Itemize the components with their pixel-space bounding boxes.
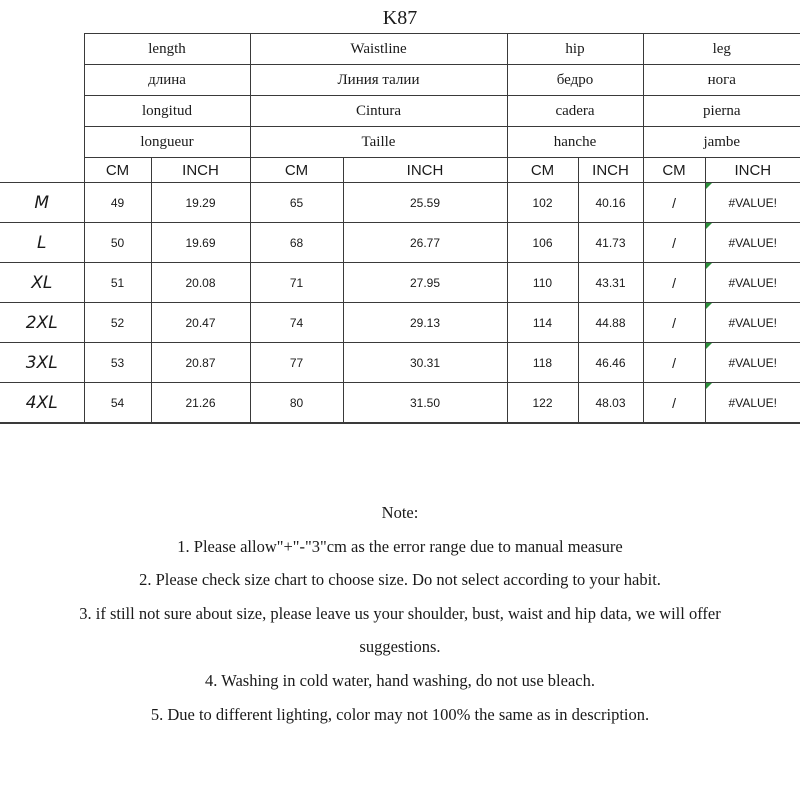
header-leg: pierna — [643, 96, 800, 127]
header-row-fr — [0, 127, 800, 158]
unit-hip-inch: INCH — [578, 158, 643, 183]
waist-cm-cell: 80 — [250, 383, 343, 423]
length-inch-cell: 19.69 — [151, 223, 250, 263]
hip-inch-cell: 44.88 — [578, 303, 643, 343]
header-length: longitud — [84, 96, 250, 127]
unit-leg-inch: INCH — [705, 158, 800, 183]
header-length: longueur — [84, 127, 250, 158]
leg-cm-cell: / — [643, 303, 705, 343]
leg-inch-value: #VALUE! — [728, 395, 777, 410]
header-waist: Waistline — [250, 34, 507, 65]
header-row-ru — [0, 65, 800, 96]
table-row — [0, 263, 800, 303]
length-inch-cell: 20.47 — [151, 303, 250, 343]
leg-inch-value: #VALUE! — [728, 195, 777, 210]
notes-section — [0, 496, 800, 731]
length-inch-cell: 20.08 — [151, 263, 250, 303]
leg-inch-cell — [705, 183, 800, 223]
unit-hip-cm: CM — [507, 158, 578, 183]
size-label: L — [0, 223, 84, 263]
hip-inch-cell: 41.73 — [578, 223, 643, 263]
unit-waist-inch: INCH — [343, 158, 507, 183]
leg-cm-cell: / — [643, 223, 705, 263]
note-line: 4. Washing in cold water, hand washing, do not use bleach. — [205, 670, 595, 690]
waist-cm-cell: 68 — [250, 223, 343, 263]
leg-inch-value: #VALUE! — [728, 235, 777, 250]
table-row — [0, 183, 800, 223]
header-length: длина — [84, 65, 250, 96]
waist-inch-cell: 30.31 — [343, 343, 507, 383]
header-length: length — [84, 34, 250, 65]
header-row-en — [0, 34, 800, 65]
unit-length-inch: INCH — [151, 158, 250, 183]
size-header-blank — [0, 34, 84, 183]
leg-inch-cell — [705, 343, 800, 383]
size-label: XL — [0, 263, 84, 303]
size-label: 2XL — [0, 303, 84, 343]
note-line: suggestions. — [359, 637, 441, 657]
size-table — [0, 33, 800, 423]
unit-leg-cm: CM — [643, 158, 705, 183]
waist-inch-cell: 27.95 — [343, 263, 507, 303]
waist-cm-cell: 65 — [250, 183, 343, 223]
unit-length-cm: CM — [84, 158, 151, 183]
note-line: 5. Due to different lighting, color may not 100% the same as in description. — [150, 704, 650, 724]
table-row — [0, 343, 800, 383]
note-line: 1. Please allow"+"-"3"cm as the error range due to manual measure — [177, 536, 623, 556]
length-inch-cell: 20.87 — [151, 343, 250, 383]
table-row — [0, 223, 800, 263]
waist-cm-cell: 77 — [250, 343, 343, 383]
error-indicator-icon — [706, 383, 712, 389]
length-inch-cell: 19.29 — [151, 183, 250, 223]
page-title: K87 — [382, 7, 418, 29]
length-cm-cell: 51 — [84, 263, 151, 303]
waist-inch-cell: 26.77 — [343, 223, 507, 263]
leg-cm-cell: / — [643, 343, 705, 383]
leg-inch-value: #VALUE! — [728, 315, 777, 330]
leg-inch-cell — [705, 303, 800, 343]
header-row-es — [0, 96, 800, 127]
header-hip: hip — [507, 34, 643, 65]
note-line: 3. if still not sure about size, please leave us your shoulder, bust, waist and hip data, we will offer — [79, 603, 721, 623]
table-bottom-rule — [0, 423, 800, 424]
table-row — [0, 383, 800, 423]
waist-inch-cell: 29.13 — [343, 303, 507, 343]
hip-cm-cell: 110 — [507, 263, 578, 303]
length-cm-cell: 53 — [84, 343, 151, 383]
leg-cm-cell: / — [643, 183, 705, 223]
header-leg: leg — [643, 34, 800, 65]
hip-cm-cell: 106 — [507, 223, 578, 263]
waist-cm-cell: 71 — [250, 263, 343, 303]
length-inch-cell: 21.26 — [151, 383, 250, 423]
hip-cm-cell: 122 — [507, 383, 578, 423]
leg-cm-cell: / — [643, 263, 705, 303]
length-cm-cell: 49 — [84, 183, 151, 223]
hip-inch-cell: 46.46 — [578, 343, 643, 383]
waist-inch-cell: 25.59 — [343, 183, 507, 223]
leg-inch-cell — [705, 383, 800, 423]
hip-inch-cell: 48.03 — [578, 383, 643, 423]
length-cm-cell: 52 — [84, 303, 151, 343]
error-indicator-icon — [706, 183, 712, 189]
hip-inch-cell: 43.31 — [578, 263, 643, 303]
error-indicator-icon — [706, 263, 712, 269]
leg-inch-value: #VALUE! — [728, 275, 777, 290]
header-hip: cadera — [507, 96, 643, 127]
error-indicator-icon — [706, 343, 712, 349]
size-label: M — [0, 183, 84, 223]
leg-inch-cell — [705, 263, 800, 303]
header-leg: jambe — [643, 127, 800, 158]
waist-inch-cell: 31.50 — [343, 383, 507, 423]
hip-cm-cell: 114 — [507, 303, 578, 343]
unit-row — [0, 158, 800, 183]
header-waist: Taille — [250, 127, 507, 158]
table-row — [0, 303, 800, 343]
hip-cm-cell: 102 — [507, 183, 578, 223]
length-cm-cell: 50 — [84, 223, 151, 263]
header-hip: hanche — [507, 127, 643, 158]
notes-heading: Note: — [381, 503, 419, 522]
error-indicator-icon — [706, 303, 712, 309]
size-label: 4XL — [0, 383, 84, 423]
unit-waist-cm: CM — [250, 158, 343, 183]
error-indicator-icon — [706, 223, 712, 229]
header-waist: Cintura — [250, 96, 507, 127]
leg-inch-cell — [705, 223, 800, 263]
note-line: 2. Please check size chart to choose size. Do not select according to your habit. — [139, 570, 661, 590]
header-hip: бедро — [507, 65, 643, 96]
leg-inch-value: #VALUE! — [728, 355, 777, 370]
hip-inch-cell: 40.16 — [578, 183, 643, 223]
leg-cm-cell: / — [643, 383, 705, 423]
header-leg: нога — [643, 65, 800, 96]
length-cm-cell: 54 — [84, 383, 151, 423]
size-label: 3XL — [0, 343, 84, 383]
waist-cm-cell: 74 — [250, 303, 343, 343]
hip-cm-cell: 118 — [507, 343, 578, 383]
header-waist: Линия талии — [250, 65, 507, 96]
